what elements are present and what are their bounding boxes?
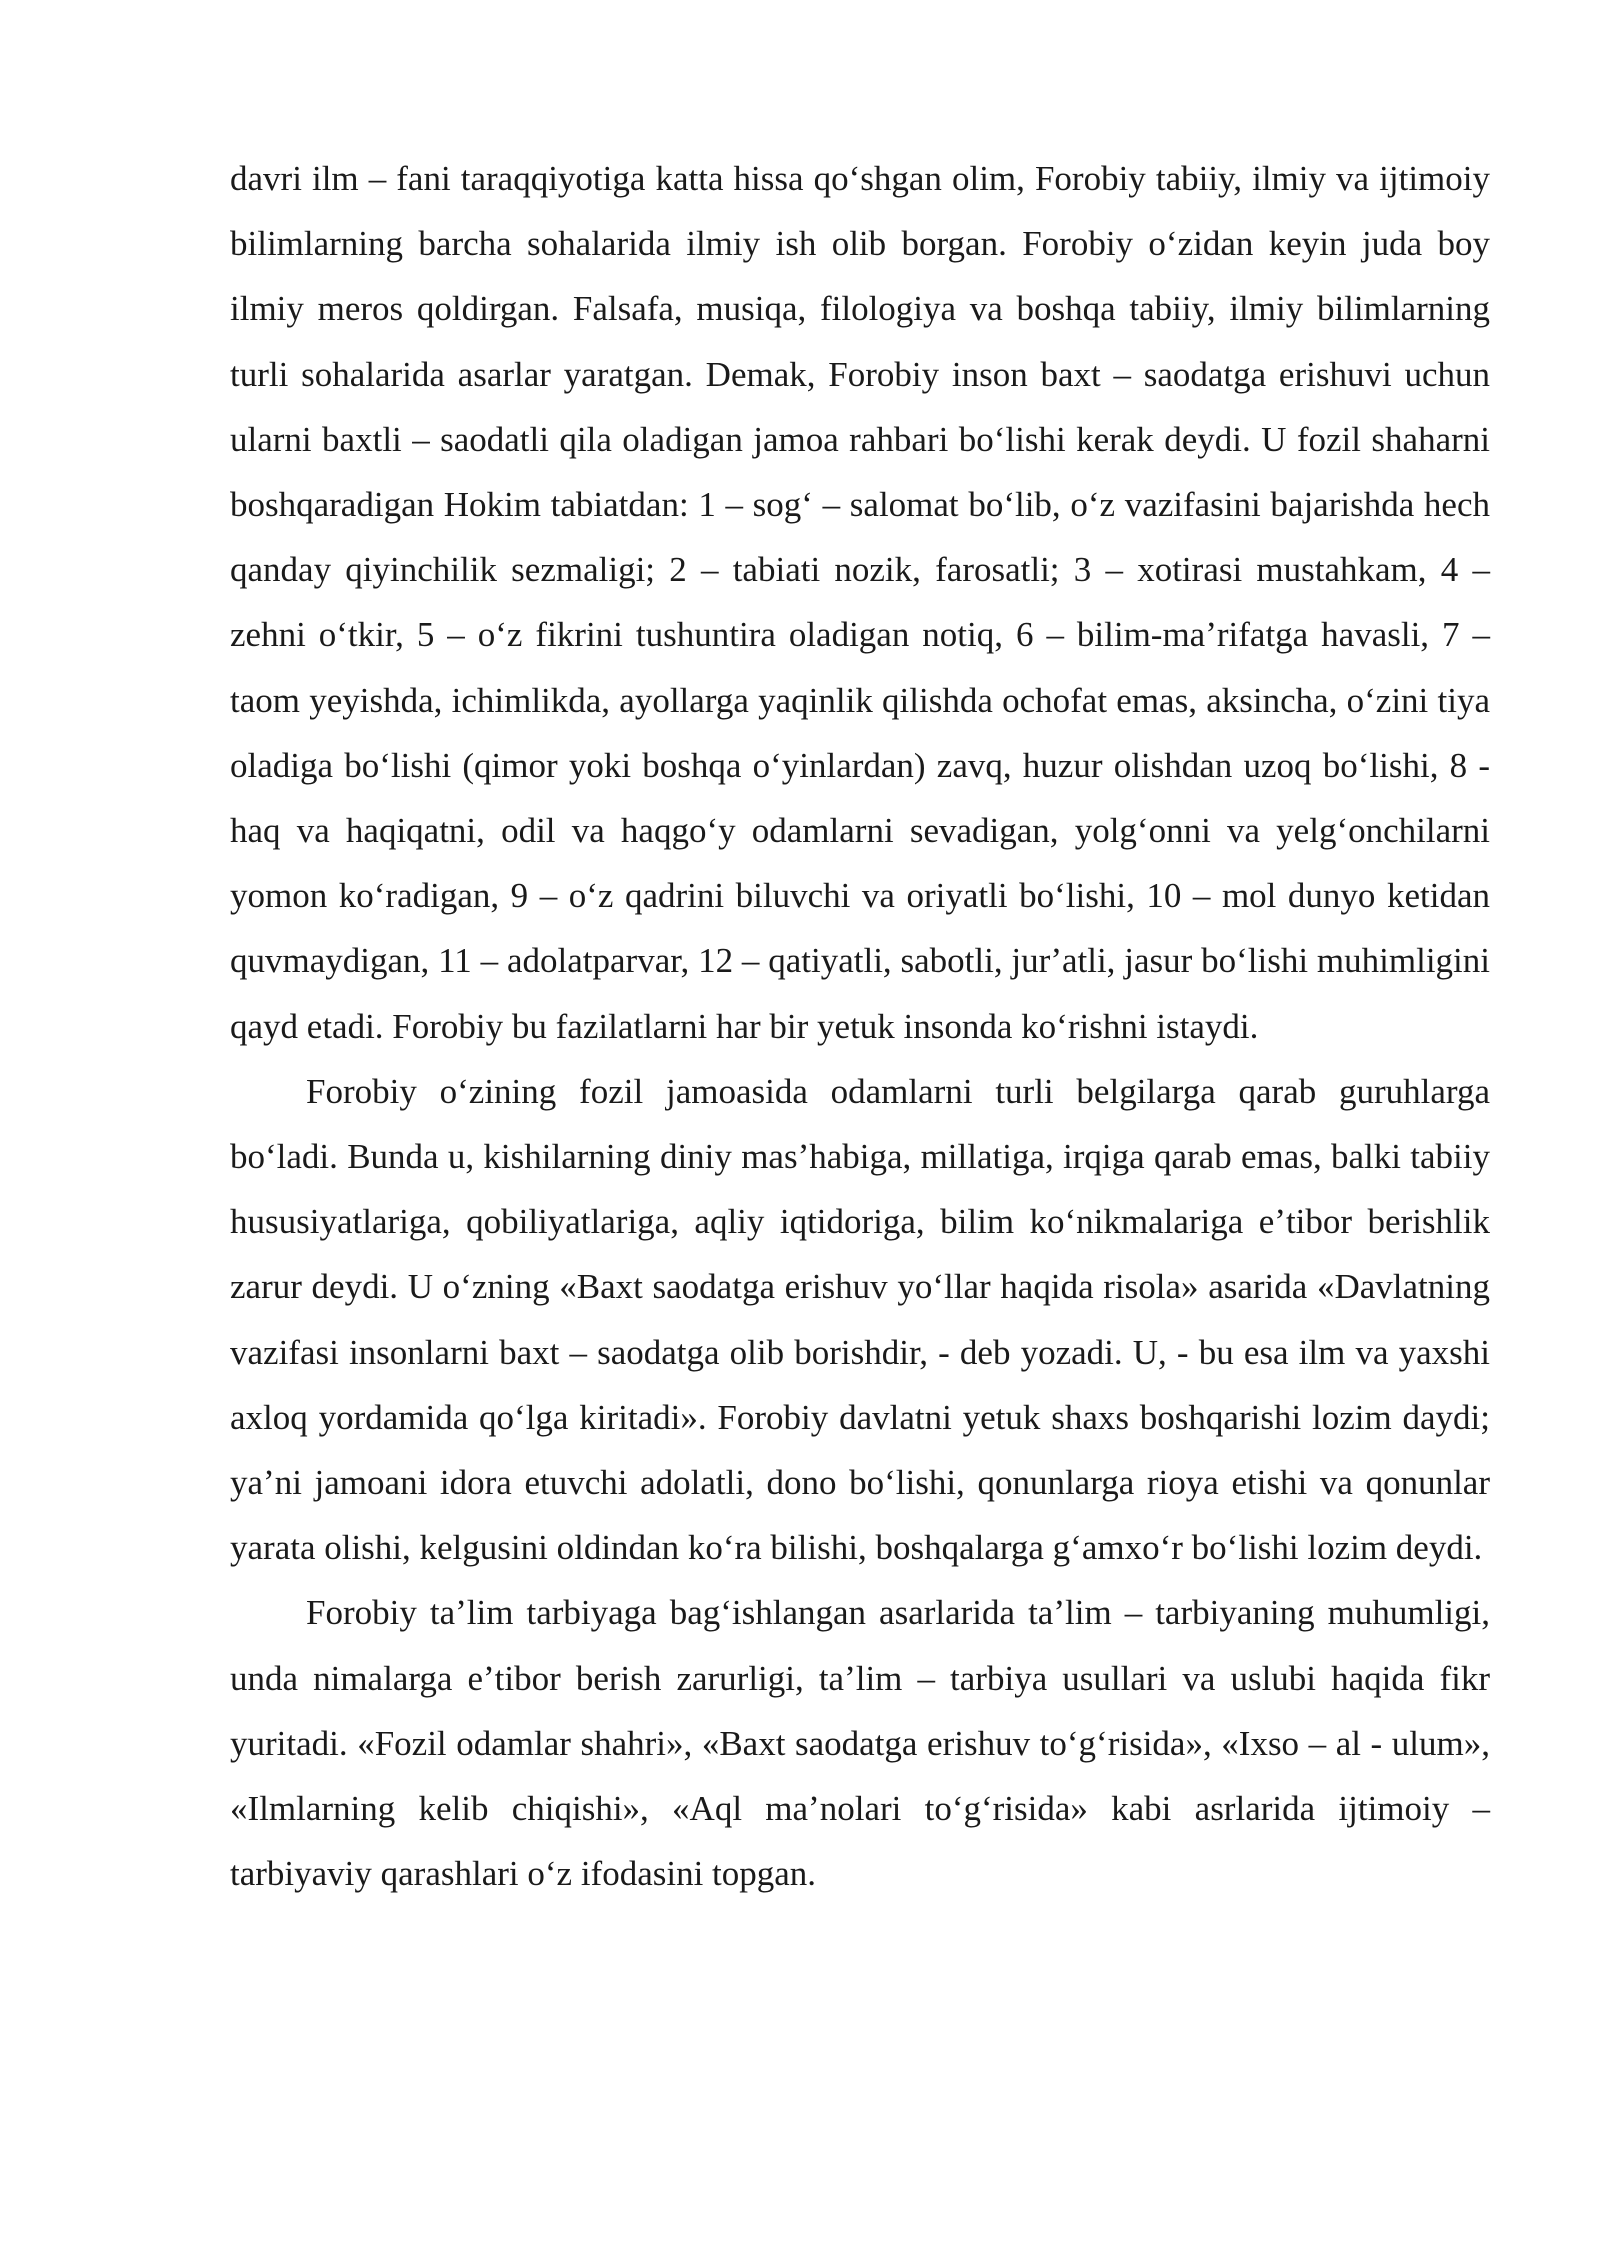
paragraph-1: davri ilm – fani taraqqiyotiga katta hissa qoʻshgan olim, Forobiy tabiiy, ilmiy va ijtimoiy bilimlarning barcha sohalarida ilmiy ish olib borgan. Forobiy oʻzidan keyin juda boy ilmiy meros qoldirgan. Falsafa, musiqa, filologiya va boshqa tabiiy, ilmiy bilimlarning turli sohalarida asarlar yaratgan. Demak, Forobiy inson baxt – saodatga erishuvi uchun ularni baxtli – saodatli qila oladigan jamoa rahbari boʻlishi kerak deydi. U fozil shaharni boshqaradigan Hokim tabiatdan: 1 – sogʻ – salomat boʻlib, oʻz vazifasini bajarishda hech qanday qiyinchilik sezmaligi; 2 – tabiati nozik, farosatli; 3 – xotirasi mustahkam, 4 – zehni oʻtkir, 5 – oʻz fikrini tushuntira oladigan notiq, 6 – bilim-maʼrifatga havasli, 7 – taom yeyishda, ichimlikda, ayollarga yaqinlik qilishda ochofat emas, aksincha, oʻzini tiya oladiga boʻlishi (qimor yoki boshqa oʻyinlardan) zavq, huzur olishdan uzoq boʻlishi, 8 - haq va haqiqatni, odil va haqgoʻy odamlarni sevadigan, yolgʻonni va yelgʻonchilarni yomon koʻradigan, 9 – oʻz qadrini biluvchi va oriyatli boʻlishi, 10 – mol dunyo ketidan quvmaydigan, 11 – adolatparvar, 12 – qatiyatli, sabotli, jurʼatli, jasur boʻlishi muhimligini qayd etadi. Forobiy bu fazilatlarni har bir yetuk insonda koʻrishni istaydi. [230,159,1490,1046]
paragraph-3: Forobiy taʼlim tarbiyaga bagʻishlangan asarlarida taʼlim – tarbiyaning muhumligi, unda nimalarga eʼtibor berish zarurligi, taʼlim – tarbiya usullari va uslubi haqida fikr yuritadi. «Fozil odamlar shahri», «Baxt saodatga erishuv toʻgʻrisida», «Ixso – al - ulum», «Ilmlarning kelib chiqishi», «Aql maʼnolari toʻgʻrisida» kabi asrlarida ijtimoiy – tarbiyaviy qarashlari oʻz ifodasini topgan. [230,1593,1490,1894]
document-page [230,146,1490,1906]
paragraph-2: Forobiy oʻzining fozil jamoasida odamlarni turli belgilarga qarab guruhlarga boʻladi. Bunda u, kishilarning diniy masʼhabiga, millatiga, irqiga qarab emas, balki tabiiy hususiyatlariga, qobiliyatlariga, aqliy iqtidoriga, bilim koʻnikmalariga eʼtibor berishlik zarur deydi. U oʻzning «Baxt saodatga erishuv yoʻllar haqida risola» asarida «Davlatning vazifasi insonlarni baxt – saodatga olib borishdir, - deb yozadi. U, - bu esa ilm va yaxshi axloq yordamida qoʻlga kiritadi». Forobiy davlatni yetuk shaxs boshqarishi lozim daydi; yaʼni jamoani idora etuvchi adolatli, dono boʻlishi, qonunlarga rioya etishi va qonunlar yarata olishi, kelgusini oldindan koʻra bilishi, boshqalarga gʻamxoʻr boʻlishi lozim deydi. [230,1071,1490,1568]
